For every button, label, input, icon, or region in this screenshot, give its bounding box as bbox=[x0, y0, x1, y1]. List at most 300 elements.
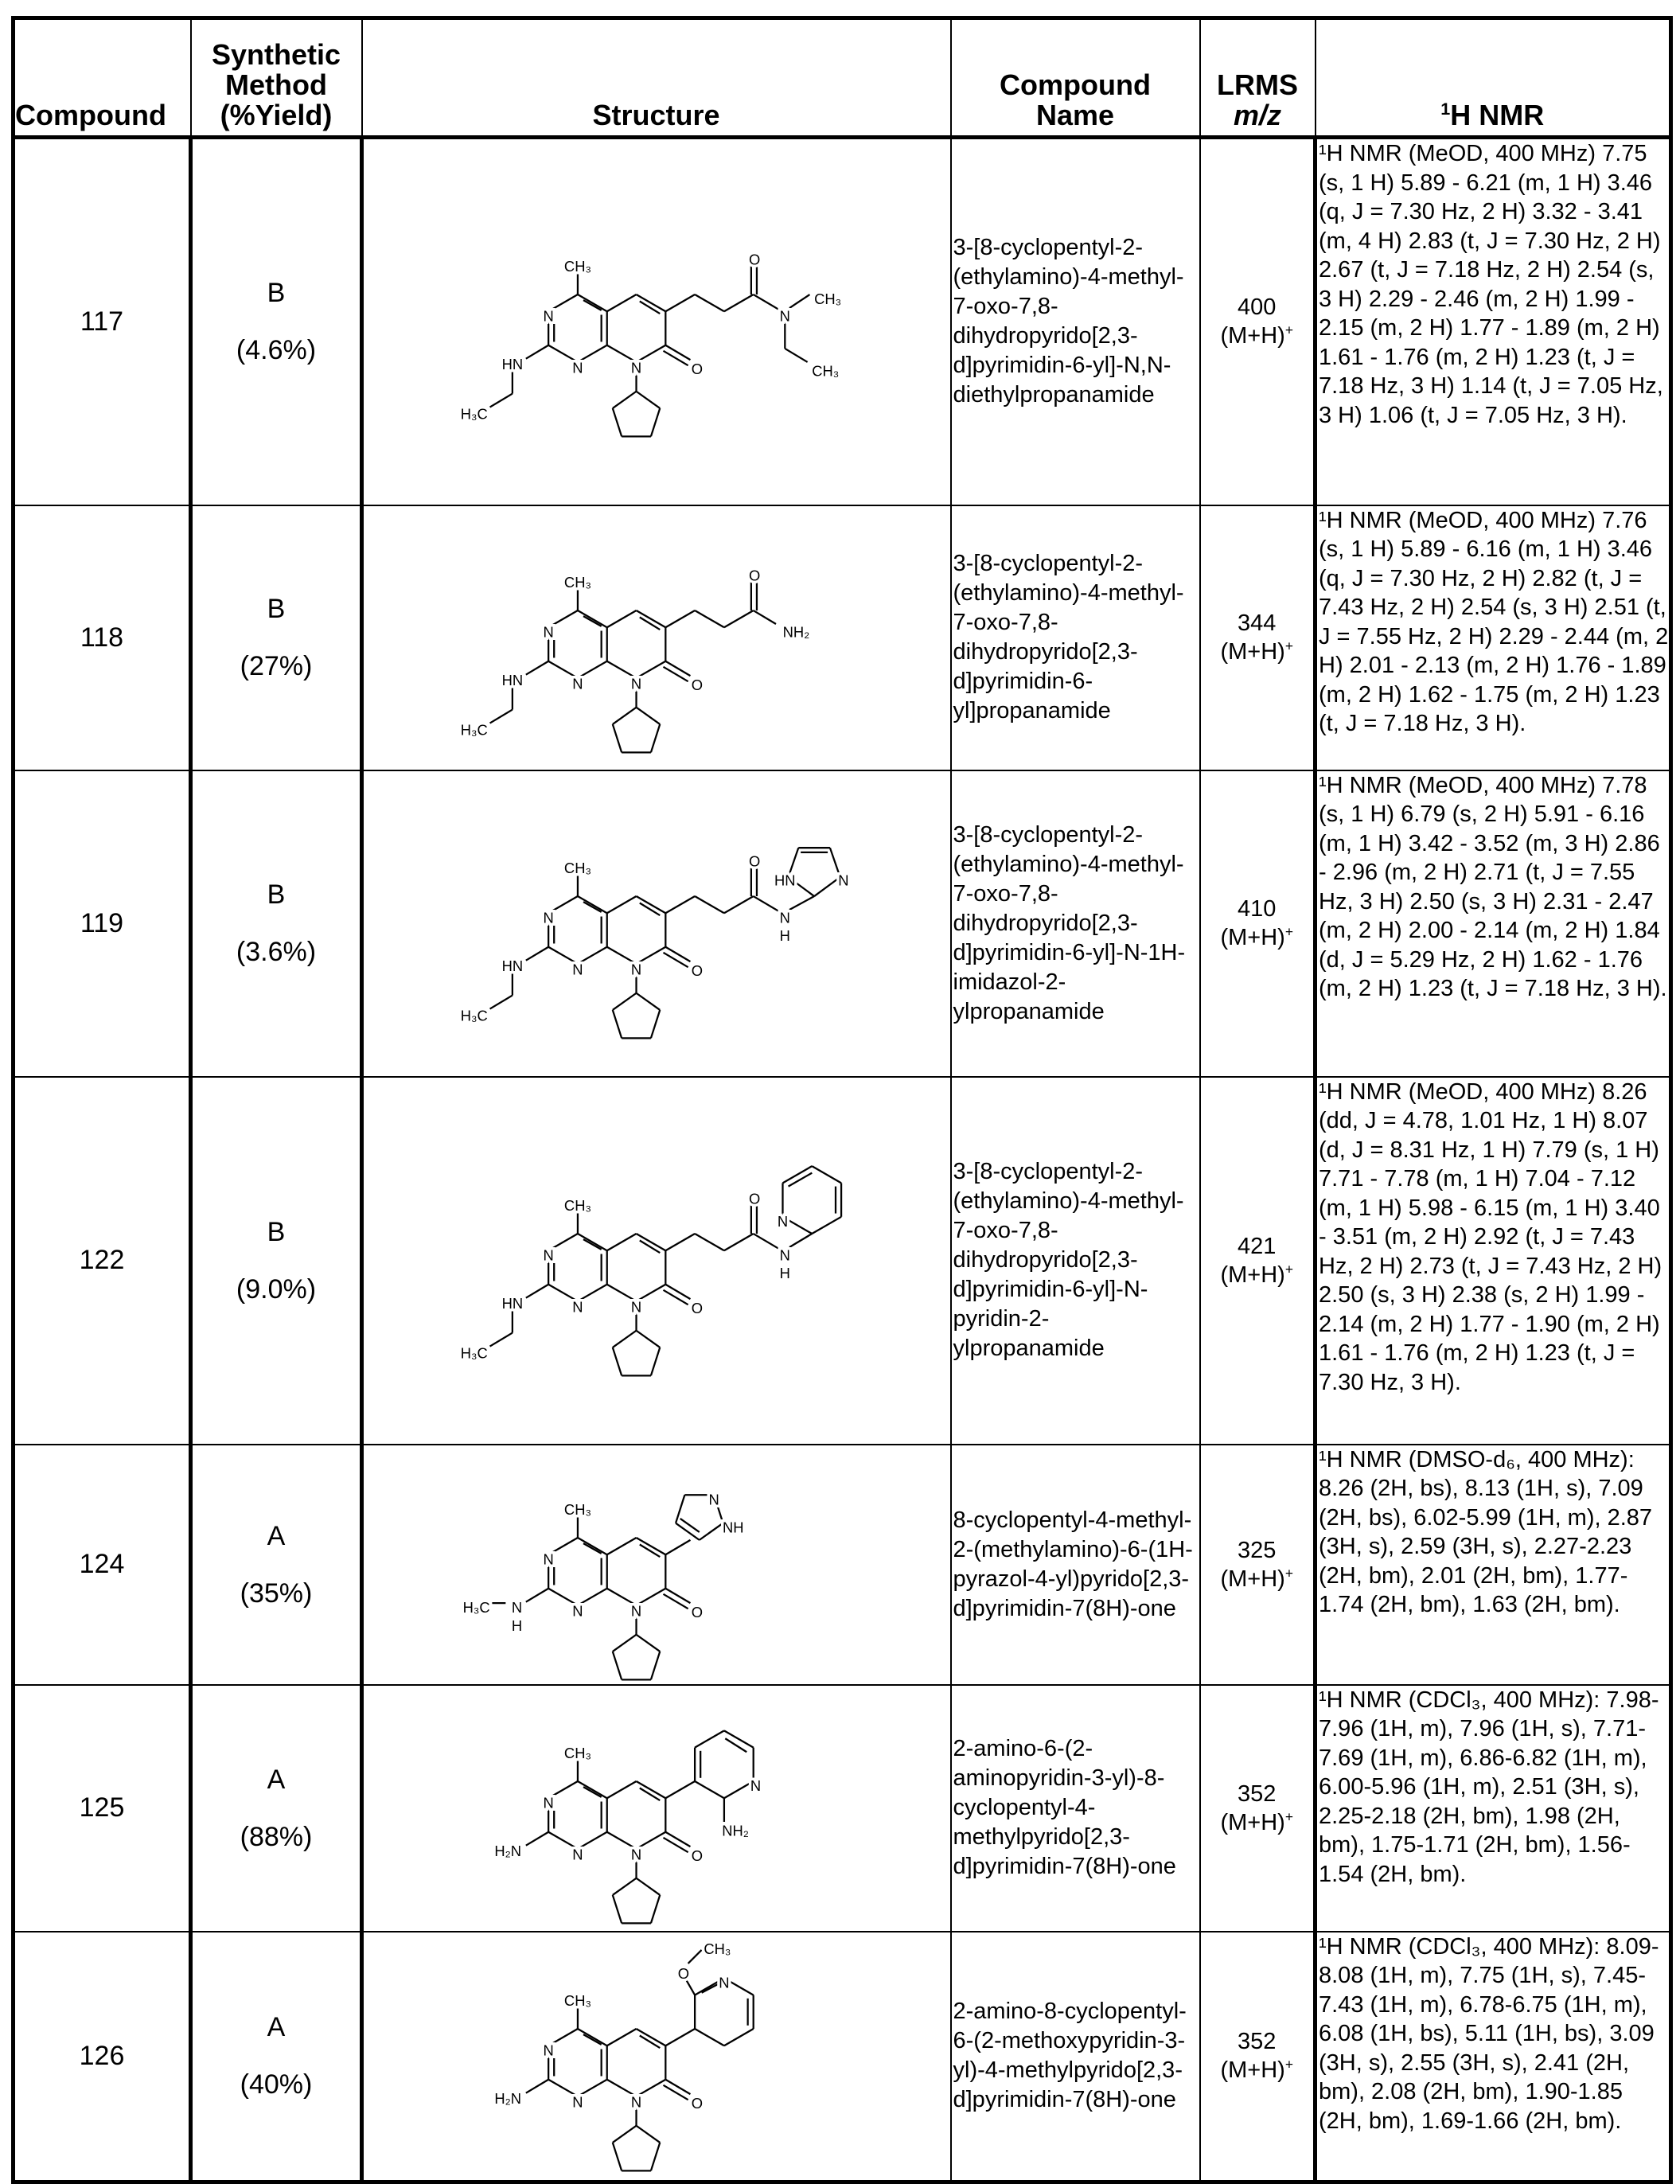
atom-label: O bbox=[749, 1190, 760, 1207]
bond-line bbox=[664, 1289, 688, 1304]
bond-line bbox=[578, 294, 607, 311]
bond-line bbox=[583, 1239, 602, 1250]
table-row bbox=[14, 138, 1671, 505]
atom-label: O bbox=[692, 962, 703, 979]
bond-line bbox=[666, 1539, 691, 1554]
atom-label: N bbox=[573, 961, 583, 977]
compound-number bbox=[14, 138, 191, 505]
atom-label: CH₃ bbox=[704, 1940, 731, 1957]
compound-number-text: 119 bbox=[80, 908, 123, 938]
header-method bbox=[191, 18, 362, 138]
bond-line bbox=[666, 345, 691, 360]
header-nmr bbox=[1316, 18, 1671, 138]
lrms-value: 410 bbox=[1201, 895, 1314, 923]
compound-number-text: 118 bbox=[80, 622, 123, 653]
bond-line bbox=[613, 1651, 622, 1679]
compound-name bbox=[951, 505, 1200, 770]
bond-line bbox=[666, 947, 691, 961]
atom-label: N bbox=[544, 909, 554, 926]
atom-label: N bbox=[512, 1599, 522, 1616]
lrms-value: 400 bbox=[1201, 293, 1314, 322]
bond-line bbox=[526, 1284, 548, 1297]
atom-label: N bbox=[544, 623, 554, 640]
header-name-line1: Compound bbox=[952, 70, 1199, 100]
table-row bbox=[14, 1932, 1671, 2182]
bond-line bbox=[700, 1523, 723, 1539]
atom-label: N bbox=[631, 1602, 641, 1619]
nmr-data bbox=[1316, 1077, 1671, 1445]
yield-percent: (27%) bbox=[193, 638, 360, 695]
atom-label: H₂N bbox=[495, 2090, 522, 2107]
synthetic-method-cell bbox=[191, 1685, 362, 1932]
bond-line bbox=[664, 2085, 688, 2100]
atom-label: N bbox=[573, 1846, 583, 1862]
chemical-structure-drawing bbox=[378, 202, 935, 441]
header-lrms bbox=[1200, 18, 1316, 138]
lrms-ion-charge: + bbox=[1285, 2057, 1293, 2073]
header-name-line2: Name bbox=[952, 100, 1199, 131]
lrms-cell bbox=[1200, 1445, 1316, 1685]
atom-label: CH₃ bbox=[812, 363, 839, 380]
compound-number bbox=[14, 1445, 191, 1685]
atom-label: NH₂ bbox=[722, 1822, 749, 1839]
atom-label: N bbox=[573, 360, 583, 376]
bond-line bbox=[695, 896, 724, 913]
compound-name-text: 3-[8-cyclopentyl-2-(ethylamino)-4-methyl-7-oxo-7,8-dihydropyrido[2,3-d]pyrimidin-6-yl]propanamide bbox=[953, 551, 1184, 723]
bond-line bbox=[583, 616, 602, 626]
lrms-ion: (M+H) bbox=[1220, 639, 1284, 665]
bond-line bbox=[754, 610, 776, 624]
bond-line bbox=[754, 294, 778, 309]
atom-label: N bbox=[780, 308, 790, 325]
bond-line bbox=[607, 1781, 637, 1798]
atom-label: N bbox=[750, 1777, 761, 1794]
bond-line bbox=[814, 877, 840, 896]
atom-label: O bbox=[749, 567, 760, 584]
bond-line bbox=[695, 610, 724, 627]
synthetic-method-cell bbox=[191, 770, 362, 1077]
lrms-ion: (M+H) bbox=[1220, 1262, 1284, 1288]
lrms-ion: (M+H) bbox=[1220, 1566, 1284, 1592]
nmr-text: ¹H NMR (MeOD, 400 MHz) 7.76 (s, 1 H) 5.89 - 6.16 (m, 1 H) 3.46 (q, J = 7.30 Hz, 2 H) 2.82 (t, J = 7.43 Hz, 2 H) 2.54 (s, 3 H) 2.51 (t, J = 7.55 Hz, 2 H) 2.29 - 2.44 (m, 2 H) 2.01 - 2.13 (m, 2 H) 1.76 - 1.89 (m, 2 H) 1.62 - 1.75 (m, 2 H) 1.23 (t, J = 7.18 Hz, 3 H). bbox=[1319, 508, 1668, 737]
chemical-structure-drawing bbox=[378, 518, 935, 757]
compound-name bbox=[951, 1445, 1200, 1685]
atom-label: CH₃ bbox=[564, 1992, 591, 2009]
compound-name-text: 3-[8-cyclopentyl-2-(ethylamino)-4-methyl-7-oxo-7,8-dihydropyrido[2,3-d]pyrimidin-6-yl]-N-pyridin-2-ylpropanamide bbox=[953, 1159, 1184, 1361]
atom-label: H₃C bbox=[461, 1007, 488, 1024]
chemical-structure-drawing bbox=[378, 804, 935, 1043]
compound-name bbox=[951, 138, 1200, 505]
atom-label: O bbox=[692, 1847, 703, 1863]
table-header-row bbox=[14, 18, 1671, 138]
bond-line bbox=[724, 896, 754, 913]
bond-line bbox=[526, 1588, 548, 1601]
bond-line bbox=[789, 294, 809, 308]
bond-line bbox=[613, 1634, 637, 1651]
bond-line bbox=[651, 408, 660, 436]
atom-label: H₃C bbox=[461, 1344, 488, 1361]
atom-label: CH₃ bbox=[564, 574, 591, 591]
bond-line bbox=[676, 1523, 700, 1539]
nmr-data bbox=[1316, 138, 1671, 505]
structure-cell bbox=[362, 1932, 951, 2182]
atom-label: N bbox=[573, 1602, 583, 1619]
atom-label: N bbox=[573, 2094, 583, 2111]
structure-cell bbox=[362, 1445, 951, 1685]
nmr-text: ¹H NMR (DMSO-d₆, 400 MHz): 8.26 (2H, bs), 8.13 (1H, s), 7.09 (2H, bs), 6.02-5.99 (1H, m), 2.87 (3H, s), 2.59 (3H, s), 2.27-2.23 (2H, bm), 2.01 (2H, bm), 1.77-1.74 (2H, bm), 1.63 (2H, bm). bbox=[1319, 1447, 1652, 1618]
atom-label: HN bbox=[774, 872, 796, 889]
atom-label: H₃C bbox=[463, 1599, 490, 1616]
bond-line bbox=[613, 408, 622, 436]
atom-label: N bbox=[709, 1491, 719, 1507]
lrms-value: 352 bbox=[1201, 1780, 1314, 1808]
synthetic-method: B bbox=[193, 580, 360, 638]
bond-line bbox=[578, 1781, 607, 1798]
bond-line bbox=[607, 610, 637, 627]
bond-line bbox=[578, 610, 607, 627]
lrms-value: 421 bbox=[1201, 1232, 1314, 1261]
compound-name bbox=[951, 770, 1200, 1077]
atom-label: O bbox=[692, 361, 703, 377]
atom-label: NH bbox=[723, 1519, 744, 1535]
header-lrms-line1: LRMS bbox=[1201, 70, 1315, 100]
bond-line bbox=[578, 896, 607, 913]
bond-line bbox=[666, 1284, 691, 1298]
bond-line bbox=[613, 1010, 622, 1038]
bond-line bbox=[637, 1878, 661, 1894]
atom-label: CH₃ bbox=[564, 860, 591, 876]
lrms-cell bbox=[1200, 505, 1316, 770]
compound-number bbox=[14, 1932, 191, 2182]
bond-line bbox=[583, 1787, 602, 1797]
structure-cell bbox=[362, 770, 951, 1077]
bond-line bbox=[613, 1894, 622, 1922]
compound-number-text: 117 bbox=[80, 306, 123, 337]
atom-label: H bbox=[780, 927, 790, 944]
atom-label: HN bbox=[502, 672, 524, 688]
lrms-ion: (M+H) bbox=[1220, 323, 1284, 349]
bond-line bbox=[613, 724, 622, 752]
bond-line bbox=[664, 1593, 688, 1608]
bond-line bbox=[724, 1730, 754, 1747]
atom-label: CH₃ bbox=[564, 1745, 591, 1761]
structure-cell bbox=[362, 1077, 951, 1445]
bond-line bbox=[666, 1588, 691, 1602]
compound-name-text: 3-[8-cyclopentyl-2-(ethylamino)-4-methyl-7-oxo-7,8-dihydropyrido[2,3-d]pyrimidin-6-yl]-N-1H-imidazol-2-ylpropanamide bbox=[953, 822, 1186, 1024]
compound-number-text: 126 bbox=[80, 2041, 125, 2071]
nmr-data bbox=[1316, 1445, 1671, 1685]
lrms-ion: (M+H) bbox=[1220, 925, 1284, 950]
synthetic-method: A bbox=[193, 1999, 360, 2056]
header-method-line3: (%Yield) bbox=[192, 100, 361, 131]
bond-line bbox=[607, 294, 637, 311]
bond-line bbox=[651, 1347, 660, 1375]
header-nmr-label: H NMR bbox=[1450, 99, 1544, 131]
bond-line bbox=[813, 1166, 842, 1183]
atom-label: N bbox=[631, 1298, 641, 1315]
chemical-structure-drawing bbox=[378, 1445, 935, 1684]
bond-line bbox=[680, 1518, 700, 1531]
bond-line bbox=[613, 1347, 622, 1375]
atom-label: N bbox=[631, 961, 641, 977]
atom-label: NH₂ bbox=[783, 623, 810, 640]
bond-line bbox=[664, 953, 688, 967]
bond-line bbox=[695, 2029, 724, 2046]
compound-number bbox=[14, 770, 191, 1077]
bond-line bbox=[490, 996, 513, 1009]
atom-label: N bbox=[778, 1212, 788, 1229]
bond-line bbox=[724, 294, 754, 311]
header-nmr-sup: 1 bbox=[1440, 99, 1450, 119]
bond-line bbox=[583, 902, 602, 912]
atom-label: H bbox=[512, 1617, 522, 1633]
bond-line bbox=[526, 2080, 548, 2093]
atom-label: N bbox=[780, 1246, 790, 1263]
bond-line bbox=[583, 2034, 602, 2045]
bond-line bbox=[490, 710, 513, 723]
nmr-text: ¹H NMR (MeOD, 400 MHz) 7.78 (s, 1 H) 6.79 (s, 2 H) 5.91 - 6.16 (m, 1 H) 3.42 - 3.52 (m, 3 H) 2.86 - 2.96 (m, 2 H) 2.71 (t, J = 7.55 Hz, 3 H) 2.50 (s, 3 H) 2.31 - 2.47 (m, 2 H) 2.00 - 2.14 (m, 2 H) 1.84 (d, J = 5.29 Hz, 2 H) 1.62 - 1.76 (m, 2 H) 1.23 (t, J = 7.18 Hz, 3 H). bbox=[1319, 773, 1667, 1002]
yield-percent: (88%) bbox=[193, 1808, 360, 1866]
header-method-line2: Method bbox=[192, 70, 361, 100]
bond-line bbox=[695, 1781, 724, 1798]
bond-line bbox=[637, 708, 661, 724]
lrms-cell bbox=[1200, 770, 1316, 1077]
bond-line bbox=[637, 1634, 661, 1651]
atom-label: N bbox=[544, 1550, 554, 1567]
compound-name bbox=[951, 1685, 1200, 1932]
nmr-text: ¹H NMR (CDCl₃, 400 MHz): 8.09-8.08 (1H, m), 7.75 (1H, s), 7.45-7.43 (1H, m), 6.78-6.75 (1H, m), 6.08 (1H, bs), 5.11 (1H, bs), 3.09 (3H, s), 2.55 (3H, s), 2.41 (2H, bm), 2.08 (2H, bm), 1.90-1.85 (2H, bm), 1.69-1.66 (2H, bm). bbox=[1319, 1934, 1659, 2134]
atom-label: N bbox=[631, 675, 641, 692]
chemical-structure-drawing bbox=[378, 1141, 935, 1380]
nmr-data bbox=[1316, 770, 1671, 1077]
bond-line bbox=[666, 1781, 696, 1798]
compound-number bbox=[14, 505, 191, 770]
bond-line bbox=[666, 294, 696, 311]
compound-number-text: 125 bbox=[80, 1792, 125, 1823]
atom-label: N bbox=[631, 360, 641, 376]
lrms-ion: (M+H) bbox=[1220, 2057, 1284, 2083]
bond-line bbox=[695, 1234, 724, 1250]
compound-name-text: 2-amino-6-(2-aminopyridin-3-yl)-8-cyclopentyl-4-methylpyrido[2,3-d]pyrimidin-7(8H)-one bbox=[953, 1736, 1176, 1879]
bond-line bbox=[613, 2126, 637, 2143]
atom-label: H₃C bbox=[461, 721, 488, 738]
header-structure-label: Structure bbox=[592, 99, 719, 131]
compound-number-text: 124 bbox=[80, 1549, 125, 1579]
bond-line bbox=[666, 1234, 696, 1250]
table-row bbox=[14, 1685, 1671, 1932]
bond-line bbox=[583, 300, 602, 310]
header-compound-name bbox=[951, 18, 1200, 138]
bond-line bbox=[813, 1216, 842, 1233]
compound-name-text: 8-cyclopentyl-4-methyl-2-(methylamino)-6-(1H-pyrazol-4-yl)pyrido[2,3-d]pyrimidin-7(8H)-one bbox=[953, 1507, 1193, 1621]
bond-line bbox=[613, 708, 637, 724]
bond-line bbox=[651, 1651, 660, 1679]
lrms-value: 325 bbox=[1201, 1536, 1314, 1565]
bond-line bbox=[726, 1738, 747, 1752]
bond-line bbox=[637, 993, 661, 1010]
bond-line bbox=[651, 1894, 660, 1922]
nmr-data bbox=[1316, 1932, 1671, 2182]
atom-label: N bbox=[573, 675, 583, 692]
bond-line bbox=[637, 392, 661, 408]
nmr-data bbox=[1316, 1685, 1671, 1932]
compound-name bbox=[951, 1077, 1200, 1445]
yield-percent: (3.6%) bbox=[193, 923, 360, 981]
header-compound-label: Compound bbox=[15, 99, 166, 131]
bond-line bbox=[789, 1172, 813, 1186]
atom-label: CH₃ bbox=[564, 1197, 591, 1214]
header-lrms-line2: m/z bbox=[1234, 99, 1281, 131]
bond-line bbox=[613, 993, 637, 1010]
structure-cell bbox=[362, 505, 951, 770]
atom-label: N bbox=[544, 2042, 554, 2059]
chemical-structure-drawing bbox=[378, 1936, 935, 2175]
chemical-structure-drawing bbox=[378, 1689, 935, 1928]
synthetic-method-cell bbox=[191, 505, 362, 770]
structure-cell bbox=[362, 1685, 951, 1932]
header-method-line1: Synthetic bbox=[192, 40, 361, 70]
synthetic-method-cell bbox=[191, 1932, 362, 2182]
atom-label: N bbox=[544, 1246, 554, 1263]
lrms-cell bbox=[1200, 138, 1316, 505]
bond-line bbox=[637, 1330, 661, 1347]
atom-label: O bbox=[749, 252, 760, 268]
bond-line bbox=[724, 1234, 754, 1250]
atom-label: CH₃ bbox=[814, 291, 841, 307]
header-compound bbox=[14, 18, 191, 138]
bond-line bbox=[664, 351, 688, 365]
bond-line bbox=[607, 896, 637, 913]
bond-line bbox=[607, 2029, 637, 2046]
atom-label: HN bbox=[502, 356, 524, 372]
atom-label: N bbox=[839, 872, 849, 889]
synthetic-method-cell bbox=[191, 1445, 362, 1685]
bond-line bbox=[607, 1538, 637, 1554]
synthetic-method-cell bbox=[191, 1077, 362, 1445]
bond-line bbox=[724, 1781, 754, 1798]
bond-line bbox=[526, 345, 548, 359]
compound-name-text: 2-amino-8-cyclopentyl-6-(2-methoxypyridin-3-yl)-4-methylpyrido[2,3-d]pyrimidin-7(8H)-one bbox=[953, 1999, 1187, 2112]
lrms-ion-charge: + bbox=[1285, 322, 1293, 338]
table-row bbox=[14, 1445, 1671, 1685]
bond-line bbox=[526, 947, 548, 961]
atom-label: CH₃ bbox=[564, 1501, 591, 1518]
atom-label: H₂N bbox=[495, 1843, 522, 1859]
compound-number bbox=[14, 1685, 191, 1932]
compound-number-text: 122 bbox=[80, 1245, 125, 1275]
lrms-ion-charge: + bbox=[1285, 1808, 1293, 1824]
atom-label: HN bbox=[502, 957, 524, 974]
table-row bbox=[14, 770, 1671, 1077]
bond-line bbox=[666, 2080, 691, 2094]
synthetic-method-cell bbox=[191, 138, 362, 505]
atom-label: O bbox=[692, 1299, 703, 1316]
bond-line bbox=[526, 661, 548, 675]
compound-name bbox=[951, 1932, 1200, 2182]
atom-label: O bbox=[692, 677, 703, 693]
bond-line bbox=[666, 1831, 691, 1846]
bond-line bbox=[664, 667, 688, 681]
bond-line bbox=[695, 1730, 724, 1747]
atom-label: O bbox=[749, 853, 760, 870]
atom-label: O bbox=[678, 1965, 689, 1982]
lrms-value: 344 bbox=[1201, 609, 1314, 638]
bond-line bbox=[666, 2029, 696, 2046]
lrms-cell bbox=[1200, 1685, 1316, 1932]
atom-label: H bbox=[780, 1264, 790, 1281]
bond-line bbox=[613, 1878, 637, 1894]
bond-line bbox=[695, 294, 724, 311]
nmr-text: ¹H NMR (CDCl₃, 400 MHz): 7.98-7.96 (1H, m), 7.96 (1H, s), 7.71-7.69 (1H, m), 6.86-6.82 (1H, m), 6.00-5.96 (1H, m), 2.51 (3H, s), 2.25-2.18 (2H, bm), 1.98 (2H, bm), 1.75-1.71 (2H, bm), 1.56-1.54 (2H, bm). bbox=[1319, 1687, 1659, 1887]
atom-label: N bbox=[544, 308, 554, 325]
compound-data-table bbox=[11, 16, 1673, 2184]
bond-line bbox=[754, 896, 778, 911]
bond-line bbox=[637, 2126, 661, 2143]
lrms-cell bbox=[1200, 1932, 1316, 2182]
table-row bbox=[14, 1077, 1671, 1445]
bond-line bbox=[789, 896, 814, 910]
synthetic-method: B bbox=[193, 1203, 360, 1261]
yield-percent: (9.0%) bbox=[193, 1261, 360, 1318]
compound-number bbox=[14, 1077, 191, 1445]
atom-label: N bbox=[719, 1975, 730, 1991]
atom-label: HN bbox=[502, 1295, 524, 1312]
bond-line bbox=[666, 896, 696, 913]
atom-label: N bbox=[573, 1298, 583, 1315]
bond-line bbox=[490, 394, 513, 408]
atom-label: N bbox=[631, 1846, 641, 1862]
atom-label: O bbox=[692, 2095, 703, 2112]
structure-cell bbox=[362, 138, 951, 505]
synthetic-method: B bbox=[193, 866, 360, 923]
bond-line bbox=[613, 2143, 622, 2170]
atom-label: N bbox=[631, 2094, 641, 2111]
bond-line bbox=[789, 1234, 812, 1247]
bond-line bbox=[578, 1538, 607, 1554]
bond-line bbox=[651, 724, 660, 752]
bond-line bbox=[724, 610, 754, 627]
atom-label: CH₃ bbox=[564, 258, 591, 275]
lrms-ion: (M+H) bbox=[1220, 1810, 1284, 1835]
lrms-cell bbox=[1200, 1077, 1316, 1445]
bond-line bbox=[651, 2143, 660, 2170]
lrms-ion-charge: + bbox=[1285, 1261, 1293, 1277]
table-row bbox=[14, 505, 1671, 770]
bond-line bbox=[664, 1837, 688, 1851]
bond-line bbox=[490, 1332, 513, 1346]
nmr-data bbox=[1316, 505, 1671, 770]
bond-line bbox=[578, 2029, 607, 2046]
yield-percent: (4.6%) bbox=[193, 322, 360, 379]
bond-line bbox=[666, 661, 691, 676]
synthetic-method: B bbox=[193, 264, 360, 322]
bond-line bbox=[583, 1543, 602, 1554]
bond-line bbox=[578, 1234, 607, 1250]
bond-line bbox=[724, 2029, 754, 2046]
atom-label: H₃C bbox=[461, 406, 488, 423]
synthetic-method: A bbox=[193, 1751, 360, 1808]
bond-line bbox=[613, 1330, 637, 1347]
atom-label: N bbox=[544, 1794, 554, 1811]
header-structure bbox=[362, 18, 951, 138]
synthetic-method: A bbox=[193, 1507, 360, 1565]
bond-line bbox=[754, 1234, 778, 1248]
atom-label: N bbox=[780, 909, 790, 926]
compound-name-text: 3-[8-cyclopentyl-2-(ethylamino)-4-methyl-7-oxo-7,8-dihydropyrido[2,3-d]pyrimidin-6-yl]-N,N-diethylpropanamide bbox=[953, 235, 1184, 408]
bond-line bbox=[607, 1234, 637, 1250]
lrms-value: 352 bbox=[1201, 2027, 1314, 2056]
atom-label: O bbox=[692, 1603, 703, 1620]
